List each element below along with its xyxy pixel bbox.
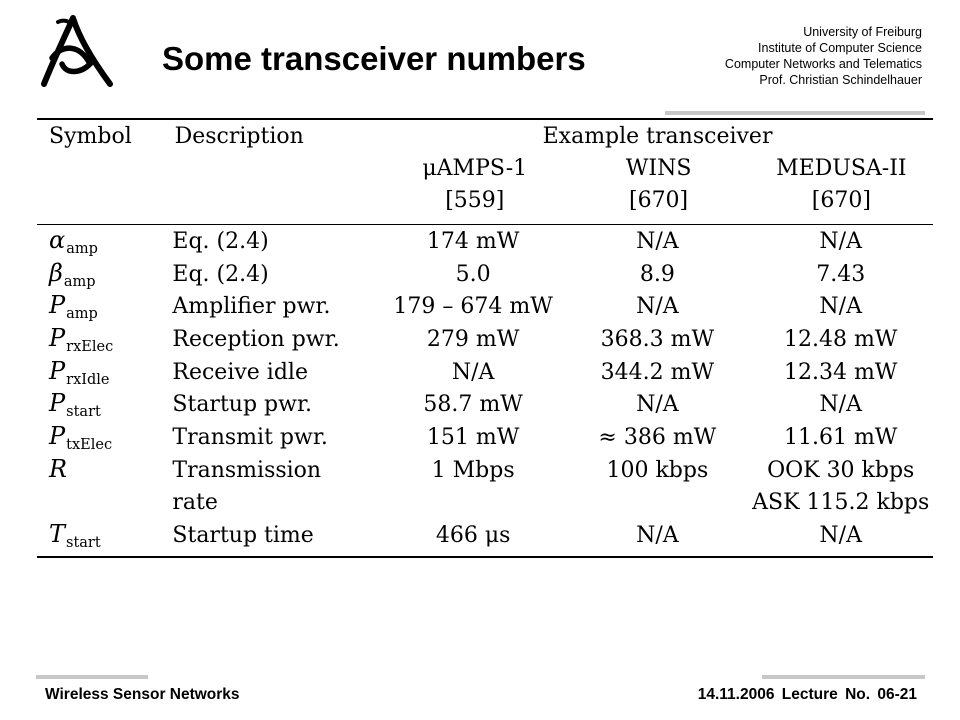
value-cell-medusa: 11.61 mW — [783, 424, 898, 450]
value-cell-wins: ≈ 386 mW — [598, 424, 717, 450]
symbol-subscript: rxElec — [66, 338, 114, 355]
transceiver-ref: [670] — [628, 187, 689, 213]
symbol-cell — [37, 356, 172, 389]
header-description: Description — [174, 123, 304, 149]
value-cell-medusa: N/A — [819, 294, 862, 320]
institution-line: University of Freiburg — [803, 25, 922, 39]
value-cell-medusa: 12.48 mW — [783, 326, 898, 352]
table-header-names-row — [37, 152, 933, 184]
description-cell: Reception pwr. — [172, 326, 340, 352]
value-cell-uamps: 1 Mbps — [431, 457, 515, 483]
value-cell-uamps: 174 mW — [426, 228, 520, 254]
symbol-subscript: amp — [63, 273, 96, 290]
symbol-letter: α — [49, 225, 66, 254]
symbol-letter: P — [49, 323, 66, 352]
description-cell: rate — [172, 490, 218, 516]
table-row — [37, 290, 933, 323]
symbol-subscript: start — [66, 535, 101, 552]
transceiver-name: MEDUSA-II — [776, 155, 907, 181]
value-cell-wins: 8.9 — [639, 261, 675, 287]
value-cell-uamps: 5.0 — [455, 261, 491, 287]
footer-divider-right — [762, 675, 925, 679]
value-cell-medusa: N/A — [819, 392, 862, 418]
symbol-cell — [37, 519, 172, 552]
value-cell-wins: N/A — [636, 392, 679, 418]
value-cell-medusa: N/A — [819, 228, 862, 254]
symbol-letter: R — [49, 454, 68, 483]
table-body — [37, 225, 933, 552]
table-row — [37, 487, 933, 520]
table-row — [37, 225, 933, 258]
table-row — [37, 258, 933, 291]
table-row — [37, 356, 933, 389]
header-divider — [665, 111, 925, 115]
footer-lecture: 14.11.2006 Lecture No. 06-21 — [697, 686, 917, 703]
value-cell-wins: N/A — [636, 228, 679, 254]
value-cell-medusa: 7.43 — [816, 261, 866, 287]
symbol-letter: P — [49, 291, 66, 320]
description-cell: Eq. (2.4) — [172, 228, 269, 254]
symbol-cell — [37, 290, 172, 323]
transceiver-table — [37, 118, 933, 558]
symbol-cell — [37, 323, 172, 356]
institution-line: Computer Networks and Telematics — [724, 57, 922, 71]
symbol-subscript: amp — [66, 306, 98, 323]
value-cell-uamps: 279 mW — [426, 326, 520, 352]
description-cell: Receive idle — [172, 359, 308, 385]
value-cell-wins — [566, 487, 748, 520]
value-cell-medusa: OOK 30 kbps — [767, 457, 915, 483]
symbol-letter: P — [49, 421, 66, 450]
symbol-letter: P — [49, 389, 66, 418]
institution-block — [725, 24, 922, 88]
value-cell-medusa: N/A — [819, 523, 862, 549]
institution-line: Institute of Computer Science — [758, 41, 922, 55]
transceiver-ref: [559] — [445, 187, 505, 213]
symbol-subscript: amp — [66, 240, 98, 257]
symbol-letter: β — [49, 258, 63, 287]
symbol-cell — [37, 454, 172, 487]
value-cell-uamps: N/A — [451, 359, 495, 385]
table-row — [37, 454, 933, 487]
value-cell-wins: N/A — [636, 523, 679, 549]
value-cell-medusa: ASK 115.2 kbps — [752, 490, 930, 516]
value-cell-uamps: 179 – 674 mW — [393, 294, 553, 320]
value-cell-uamps: 151 mW — [426, 424, 520, 450]
symbol-cell — [37, 225, 172, 258]
transceiver-ref: [670] — [811, 187, 871, 213]
value-cell-uamps: 466 μs — [435, 523, 511, 549]
footer-divider-left — [36, 675, 148, 679]
footer-course: Wireless Sensor Networks — [45, 686, 240, 703]
table-bottom-rule — [37, 556, 933, 558]
symbol-cell — [37, 487, 172, 520]
description-cell: Startup time — [172, 523, 314, 549]
description-cell: Startup pwr. — [172, 392, 313, 418]
description-cell: Transmission — [172, 457, 322, 483]
table-header-row — [37, 120, 933, 152]
table-row — [37, 421, 933, 454]
symbol-cell — [37, 421, 172, 454]
symbol-subscript: rxIdle — [66, 371, 110, 388]
value-cell-wins: 344.2 mW — [600, 359, 715, 385]
symbol-subscript: txElec — [66, 436, 113, 453]
description-cell: Transmit pwr. — [172, 424, 328, 450]
symbol-subscript: start — [66, 404, 101, 421]
value-cell-uamps: 58.7 mW — [423, 392, 523, 418]
description-cell: Eq. (2.4) — [172, 261, 269, 287]
value-cell-wins: 368.3 mW — [600, 326, 715, 352]
symbol-cell — [37, 258, 172, 291]
symbol-letter: T — [49, 520, 66, 549]
transceiver-name: WINS — [625, 155, 692, 181]
description-cell: Amplifier pwr. — [172, 294, 331, 320]
table-header-refs-row — [37, 184, 933, 216]
table-row — [37, 323, 933, 356]
value-cell-uamps — [380, 487, 566, 520]
symbol-letter: P — [49, 356, 66, 385]
header-example-transceiver: Example transceiver — [542, 123, 773, 149]
table-row — [37, 388, 933, 421]
value-cell-medusa: 12.34 mW — [783, 359, 898, 385]
freiburg-a-logo-icon — [40, 14, 116, 90]
symbol-cell — [37, 388, 172, 421]
header-symbol: Symbol — [49, 123, 132, 149]
table-row — [37, 519, 933, 552]
transceiver-name: μAMPS-1 — [422, 155, 528, 181]
institution-line: Prof. Christian Schindelhauer — [759, 73, 922, 87]
value-cell-wins: 100 kbps — [606, 457, 709, 483]
value-cell-wins: N/A — [636, 294, 679, 320]
page-title: Some transceiver numbers — [162, 40, 586, 77]
